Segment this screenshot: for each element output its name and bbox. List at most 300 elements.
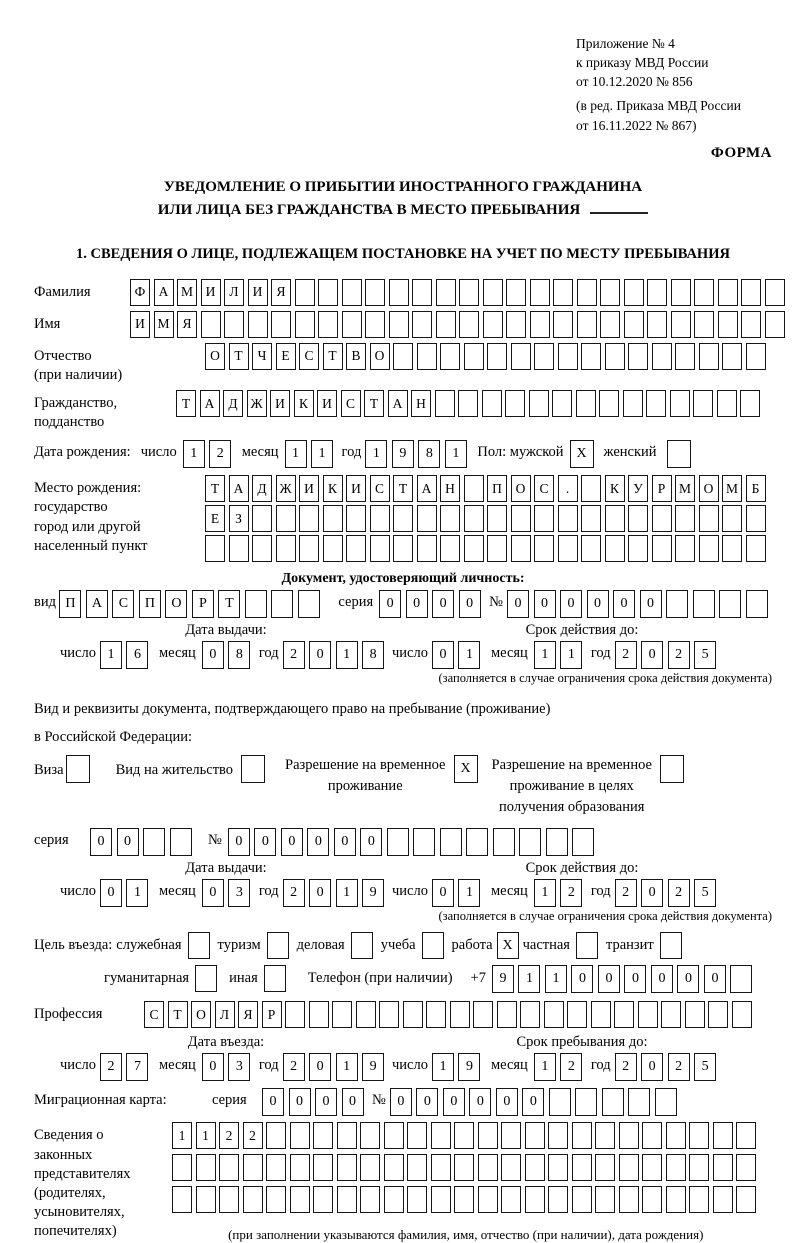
char-cell[interactable] — [534, 505, 554, 532]
char-cell[interactable]: 0 — [307, 828, 329, 856]
char-cell[interactable] — [478, 1122, 498, 1149]
char-cell[interactable] — [318, 279, 338, 306]
char-cell[interactable]: 1 — [336, 879, 358, 907]
char-cell[interactable] — [546, 828, 568, 856]
char-cell[interactable]: 3 — [228, 1053, 250, 1081]
char-cell[interactable] — [323, 505, 343, 532]
char-cell[interactable]: Р — [652, 475, 672, 502]
char-cell[interactable] — [553, 279, 573, 306]
char-cell[interactable] — [506, 279, 526, 306]
char-cell[interactable] — [323, 535, 343, 562]
char-cell[interactable]: В — [346, 343, 366, 370]
char-cell[interactable]: У — [628, 475, 648, 502]
char-cell[interactable]: А — [154, 279, 174, 306]
char-cell[interactable]: 0 — [587, 590, 609, 618]
char-cell[interactable]: 2 — [243, 1122, 263, 1149]
char-cell[interactable] — [693, 390, 713, 417]
char-cell[interactable] — [530, 311, 550, 338]
char-cell[interactable] — [548, 1122, 568, 1149]
title-blank-underline[interactable] — [590, 198, 648, 214]
char-cell[interactable]: М — [722, 475, 742, 502]
char-cell[interactable] — [487, 343, 507, 370]
char-cell[interactable]: 0 — [360, 828, 382, 856]
char-cell[interactable] — [642, 1154, 662, 1181]
char-cell[interactable] — [360, 1186, 380, 1213]
char-cell[interactable]: 0 — [334, 828, 356, 856]
char-cell[interactable] — [572, 1186, 592, 1213]
char-cell[interactable] — [600, 279, 620, 306]
char-cell[interactable] — [675, 343, 695, 370]
char-cell[interactable]: 1 — [196, 1122, 216, 1149]
char-cell[interactable] — [387, 828, 409, 856]
char-cell[interactable] — [628, 505, 648, 532]
char-cell[interactable] — [572, 828, 594, 856]
char-cell[interactable] — [534, 535, 554, 562]
char-cell[interactable]: Р — [192, 590, 214, 618]
char-cell[interactable]: 2 — [560, 879, 582, 907]
char-cell[interactable] — [290, 1154, 310, 1181]
char-cell[interactable]: 0 — [534, 590, 556, 618]
char-cell[interactable] — [487, 535, 507, 562]
char-cell[interactable]: 8 — [362, 641, 384, 669]
char-cell[interactable] — [431, 1186, 451, 1213]
char-cell[interactable]: Ч — [252, 343, 272, 370]
char-cell[interactable] — [379, 1001, 399, 1028]
char-cell[interactable]: 0 — [522, 1088, 544, 1116]
char-cell[interactable] — [478, 1186, 498, 1213]
char-cell[interactable] — [652, 505, 672, 532]
char-cell[interactable] — [431, 1122, 451, 1149]
char-cell[interactable]: 0 — [704, 965, 726, 993]
char-cell[interactable]: А — [86, 590, 108, 618]
char-cell[interactable] — [454, 1186, 474, 1213]
char-cell[interactable]: Т — [205, 475, 225, 502]
char-cell[interactable]: 2 — [615, 1053, 637, 1081]
char-cell[interactable] — [229, 535, 249, 562]
char-cell[interactable] — [666, 1186, 686, 1213]
char-cell[interactable]: П — [139, 590, 161, 618]
char-cell[interactable] — [638, 1001, 658, 1028]
char-cell[interactable]: Т — [323, 343, 343, 370]
char-cell[interactable] — [493, 828, 515, 856]
char-cell[interactable] — [393, 343, 413, 370]
rvp-edu-checkbox[interactable] — [660, 755, 684, 783]
char-cell[interactable] — [219, 1154, 239, 1181]
gender-female-checkbox[interactable] — [667, 440, 691, 468]
char-cell[interactable] — [595, 1154, 615, 1181]
char-cell[interactable] — [581, 535, 601, 562]
char-cell[interactable]: 0 — [202, 879, 224, 907]
char-cell[interactable]: К — [605, 475, 625, 502]
char-cell[interactable]: М — [177, 279, 197, 306]
char-cell[interactable]: 1 — [336, 1053, 358, 1081]
char-cell[interactable] — [525, 1122, 545, 1149]
char-cell[interactable] — [266, 1186, 286, 1213]
char-cell[interactable]: О — [370, 343, 390, 370]
char-cell[interactable] — [544, 1001, 564, 1028]
char-cell[interactable]: 0 — [432, 641, 454, 669]
char-cell[interactable]: 0 — [469, 1088, 491, 1116]
char-cell[interactable] — [713, 1154, 733, 1181]
char-cell[interactable] — [599, 390, 619, 417]
purpose-tranzit-checkbox[interactable] — [660, 932, 682, 959]
char-cell[interactable]: И — [130, 311, 150, 338]
char-cell[interactable] — [671, 279, 691, 306]
char-cell[interactable]: 0 — [342, 1088, 364, 1116]
char-cell[interactable]: И — [299, 475, 319, 502]
char-cell[interactable] — [765, 279, 785, 306]
char-cell[interactable]: 1 — [365, 440, 387, 468]
char-cell[interactable] — [313, 1154, 333, 1181]
char-cell[interactable]: О — [191, 1001, 211, 1028]
char-cell[interactable] — [342, 311, 362, 338]
char-cell[interactable] — [298, 590, 320, 618]
char-cell[interactable] — [699, 535, 719, 562]
char-cell[interactable]: 0 — [651, 965, 673, 993]
char-cell[interactable] — [407, 1154, 427, 1181]
char-cell[interactable] — [482, 390, 502, 417]
char-cell[interactable] — [224, 311, 244, 338]
char-cell[interactable] — [346, 535, 366, 562]
char-cell[interactable] — [602, 1088, 624, 1116]
char-cell[interactable]: 2 — [209, 440, 231, 468]
char-cell[interactable] — [666, 1154, 686, 1181]
char-cell[interactable]: Т — [176, 390, 196, 417]
char-cell[interactable]: 7 — [126, 1053, 148, 1081]
char-cell[interactable] — [426, 1001, 446, 1028]
char-cell[interactable] — [393, 505, 413, 532]
char-cell[interactable] — [436, 279, 456, 306]
char-cell[interactable]: 0 — [641, 1053, 663, 1081]
char-cell[interactable] — [464, 535, 484, 562]
char-cell[interactable]: 2 — [283, 879, 305, 907]
char-cell[interactable] — [730, 965, 752, 993]
char-cell[interactable] — [732, 1001, 752, 1028]
char-cell[interactable] — [478, 1154, 498, 1181]
char-cell[interactable] — [497, 1001, 517, 1028]
char-cell[interactable]: И — [317, 390, 337, 417]
char-cell[interactable]: 1 — [285, 440, 307, 468]
char-cell[interactable] — [661, 1001, 681, 1028]
char-cell[interactable]: Я — [271, 279, 291, 306]
char-cell[interactable] — [337, 1122, 357, 1149]
char-cell[interactable]: Ж — [276, 475, 296, 502]
char-cell[interactable] — [299, 535, 319, 562]
char-cell[interactable]: О — [699, 475, 719, 502]
char-cell[interactable] — [370, 535, 390, 562]
char-cell[interactable]: 0 — [202, 1053, 224, 1081]
char-cell[interactable] — [412, 279, 432, 306]
char-cell[interactable] — [736, 1186, 756, 1213]
char-cell[interactable] — [266, 1122, 286, 1149]
char-cell[interactable]: 0 — [432, 879, 454, 907]
char-cell[interactable] — [483, 279, 503, 306]
char-cell[interactable]: Т — [168, 1001, 188, 1028]
char-cell[interactable]: 0 — [289, 1088, 311, 1116]
char-cell[interactable] — [501, 1154, 521, 1181]
char-cell[interactable]: 0 — [560, 590, 582, 618]
char-cell[interactable] — [337, 1154, 357, 1181]
char-cell[interactable] — [459, 311, 479, 338]
char-cell[interactable]: 2 — [668, 641, 690, 669]
char-cell[interactable] — [196, 1154, 216, 1181]
char-cell[interactable] — [243, 1186, 263, 1213]
purpose-rabota-checkbox[interactable]: X — [497, 932, 519, 959]
char-cell[interactable] — [619, 1122, 639, 1149]
char-cell[interactable]: О — [205, 343, 225, 370]
char-cell[interactable]: 0 — [406, 590, 428, 618]
char-cell[interactable]: К — [294, 390, 314, 417]
char-cell[interactable]: 1 — [445, 440, 467, 468]
char-cell[interactable] — [614, 1001, 634, 1028]
char-cell[interactable] — [670, 390, 690, 417]
char-cell[interactable]: 0 — [598, 965, 620, 993]
char-cell[interactable] — [675, 535, 695, 562]
char-cell[interactable]: 0 — [507, 590, 529, 618]
char-cell[interactable] — [699, 505, 719, 532]
char-cell[interactable] — [266, 1154, 286, 1181]
char-cell[interactable] — [417, 535, 437, 562]
char-cell[interactable]: А — [388, 390, 408, 417]
char-cell[interactable] — [558, 505, 578, 532]
char-cell[interactable] — [713, 1122, 733, 1149]
char-cell[interactable] — [595, 1186, 615, 1213]
char-cell[interactable] — [248, 311, 268, 338]
char-cell[interactable]: И — [248, 279, 268, 306]
char-cell[interactable]: 0 — [281, 828, 303, 856]
purpose-ucheba-checkbox[interactable] — [422, 932, 444, 959]
char-cell[interactable] — [403, 1001, 423, 1028]
char-cell[interactable] — [530, 279, 550, 306]
char-cell[interactable] — [736, 1154, 756, 1181]
char-cell[interactable]: 1 — [534, 879, 556, 907]
char-cell[interactable]: 0 — [202, 641, 224, 669]
char-cell[interactable] — [666, 590, 688, 618]
char-cell[interactable] — [605, 343, 625, 370]
char-cell[interactable] — [245, 590, 267, 618]
char-cell[interactable] — [591, 1001, 611, 1028]
char-cell[interactable] — [655, 1088, 677, 1116]
char-cell[interactable]: 1 — [432, 1053, 454, 1081]
char-cell[interactable]: Д — [223, 390, 243, 417]
char-cell[interactable]: 0 — [309, 641, 331, 669]
char-cell[interactable]: 9 — [362, 879, 384, 907]
char-cell[interactable] — [384, 1154, 404, 1181]
char-cell[interactable] — [271, 311, 291, 338]
char-cell[interactable]: 0 — [443, 1088, 465, 1116]
char-cell[interactable] — [360, 1122, 380, 1149]
char-cell[interactable]: А — [229, 475, 249, 502]
char-cell[interactable]: 1 — [126, 879, 148, 907]
char-cell[interactable]: С — [370, 475, 390, 502]
char-cell[interactable]: 0 — [459, 590, 481, 618]
char-cell[interactable]: 0 — [641, 641, 663, 669]
char-cell[interactable]: С — [144, 1001, 164, 1028]
char-cell[interactable] — [466, 828, 488, 856]
char-cell[interactable] — [464, 505, 484, 532]
char-cell[interactable]: 0 — [90, 828, 112, 856]
char-cell[interactable]: 2 — [615, 879, 637, 907]
char-cell[interactable]: 2 — [283, 641, 305, 669]
char-cell[interactable] — [553, 311, 573, 338]
char-cell[interactable]: 1 — [534, 1053, 556, 1081]
residence-permit-checkbox[interactable] — [241, 755, 265, 783]
char-cell[interactable] — [337, 1186, 357, 1213]
char-cell[interactable]: 0 — [254, 828, 276, 856]
char-cell[interactable] — [689, 1186, 709, 1213]
char-cell[interactable] — [694, 279, 714, 306]
char-cell[interactable] — [454, 1122, 474, 1149]
char-cell[interactable] — [605, 505, 625, 532]
char-cell[interactable]: И — [270, 390, 290, 417]
char-cell[interactable] — [666, 1122, 686, 1149]
char-cell[interactable] — [624, 311, 644, 338]
char-cell[interactable]: И — [346, 475, 366, 502]
char-cell[interactable] — [360, 1154, 380, 1181]
char-cell[interactable] — [295, 279, 315, 306]
char-cell[interactable] — [519, 828, 541, 856]
char-cell[interactable]: П — [59, 590, 81, 618]
char-cell[interactable]: 1 — [560, 641, 582, 669]
char-cell[interactable]: С — [534, 475, 554, 502]
char-cell[interactable] — [143, 828, 165, 856]
char-cell[interactable] — [567, 1001, 587, 1028]
char-cell[interactable] — [290, 1186, 310, 1213]
purpose-delovaya-checkbox[interactable] — [351, 932, 373, 959]
char-cell[interactable] — [431, 1154, 451, 1181]
char-cell[interactable]: О — [165, 590, 187, 618]
char-cell[interactable]: 0 — [117, 828, 139, 856]
char-cell[interactable] — [572, 1154, 592, 1181]
char-cell[interactable] — [746, 505, 766, 532]
char-cell[interactable] — [458, 390, 478, 417]
char-cell[interactable] — [393, 535, 413, 562]
char-cell[interactable] — [252, 505, 272, 532]
char-cell[interactable] — [520, 1001, 540, 1028]
char-cell[interactable] — [501, 1122, 521, 1149]
char-cell[interactable] — [525, 1154, 545, 1181]
char-cell[interactable]: 8 — [228, 641, 250, 669]
char-cell[interactable] — [501, 1186, 521, 1213]
char-cell[interactable] — [365, 279, 385, 306]
char-cell[interactable] — [572, 1122, 592, 1149]
char-cell[interactable] — [628, 535, 648, 562]
char-cell[interactable]: Ж — [247, 390, 267, 417]
char-cell[interactable] — [464, 343, 484, 370]
char-cell[interactable]: 0 — [624, 965, 646, 993]
char-cell[interactable] — [389, 279, 409, 306]
char-cell[interactable] — [624, 279, 644, 306]
char-cell[interactable]: С — [341, 390, 361, 417]
char-cell[interactable] — [407, 1122, 427, 1149]
char-cell[interactable] — [271, 590, 293, 618]
char-cell[interactable] — [389, 311, 409, 338]
char-cell[interactable] — [318, 311, 338, 338]
char-cell[interactable]: 2 — [668, 1053, 690, 1081]
char-cell[interactable] — [708, 1001, 728, 1028]
char-cell[interactable] — [370, 505, 390, 532]
char-cell[interactable] — [642, 1186, 662, 1213]
char-cell[interactable] — [689, 1154, 709, 1181]
rvp-checkbox[interactable]: X — [454, 755, 478, 783]
char-cell[interactable] — [549, 1088, 571, 1116]
char-cell[interactable] — [529, 390, 549, 417]
char-cell[interactable] — [600, 311, 620, 338]
char-cell[interactable]: 1 — [518, 965, 540, 993]
char-cell[interactable] — [505, 390, 525, 417]
char-cell[interactable] — [511, 535, 531, 562]
char-cell[interactable] — [506, 311, 526, 338]
char-cell[interactable]: 9 — [458, 1053, 480, 1081]
char-cell[interactable] — [525, 1186, 545, 1213]
char-cell[interactable]: А — [417, 475, 437, 502]
char-cell[interactable]: 0 — [640, 590, 662, 618]
char-cell[interactable]: 1 — [545, 965, 567, 993]
char-cell[interactable] — [346, 505, 366, 532]
char-cell[interactable] — [417, 505, 437, 532]
purpose-chastnaya-checkbox[interactable] — [576, 932, 598, 959]
char-cell[interactable]: 8 — [418, 440, 440, 468]
char-cell[interactable] — [689, 1122, 709, 1149]
char-cell[interactable]: Н — [440, 475, 460, 502]
char-cell[interactable] — [741, 311, 761, 338]
char-cell[interactable] — [722, 343, 742, 370]
char-cell[interactable]: 1 — [311, 440, 333, 468]
char-cell[interactable] — [440, 343, 460, 370]
char-cell[interactable] — [384, 1122, 404, 1149]
char-cell[interactable] — [736, 1122, 756, 1149]
char-cell[interactable] — [581, 343, 601, 370]
char-cell[interactable] — [548, 1186, 568, 1213]
char-cell[interactable] — [534, 343, 554, 370]
char-cell[interactable]: 0 — [309, 879, 331, 907]
gender-male-checkbox[interactable]: X — [570, 440, 594, 468]
char-cell[interactable] — [577, 311, 597, 338]
char-cell[interactable] — [642, 1122, 662, 1149]
char-cell[interactable]: 0 — [496, 1088, 518, 1116]
char-cell[interactable] — [685, 1001, 705, 1028]
char-cell[interactable]: 2 — [283, 1053, 305, 1081]
char-cell[interactable] — [741, 279, 761, 306]
char-cell[interactable]: 0 — [315, 1088, 337, 1116]
char-cell[interactable]: Б — [746, 475, 766, 502]
char-cell[interactable]: Е — [205, 505, 225, 532]
char-cell[interactable] — [435, 390, 455, 417]
char-cell[interactable]: Л — [215, 1001, 235, 1028]
char-cell[interactable] — [619, 1186, 639, 1213]
char-cell[interactable]: 2 — [668, 879, 690, 907]
char-cell[interactable] — [459, 279, 479, 306]
char-cell[interactable] — [464, 475, 484, 502]
char-cell[interactable] — [299, 505, 319, 532]
char-cell[interactable]: Р — [262, 1001, 282, 1028]
char-cell[interactable] — [450, 1001, 470, 1028]
char-cell[interactable]: Я — [177, 311, 197, 338]
char-cell[interactable] — [548, 1154, 568, 1181]
char-cell[interactable] — [576, 390, 596, 417]
char-cell[interactable] — [413, 828, 435, 856]
char-cell[interactable] — [718, 311, 738, 338]
char-cell[interactable] — [740, 390, 760, 417]
char-cell[interactable] — [746, 590, 768, 618]
char-cell[interactable]: Т — [218, 590, 240, 618]
char-cell[interactable] — [276, 505, 296, 532]
char-cell[interactable] — [511, 505, 531, 532]
char-cell[interactable]: . — [558, 475, 578, 502]
char-cell[interactable]: Л — [224, 279, 244, 306]
char-cell[interactable]: 1 — [172, 1122, 192, 1149]
char-cell[interactable]: 0 — [309, 1053, 331, 1081]
